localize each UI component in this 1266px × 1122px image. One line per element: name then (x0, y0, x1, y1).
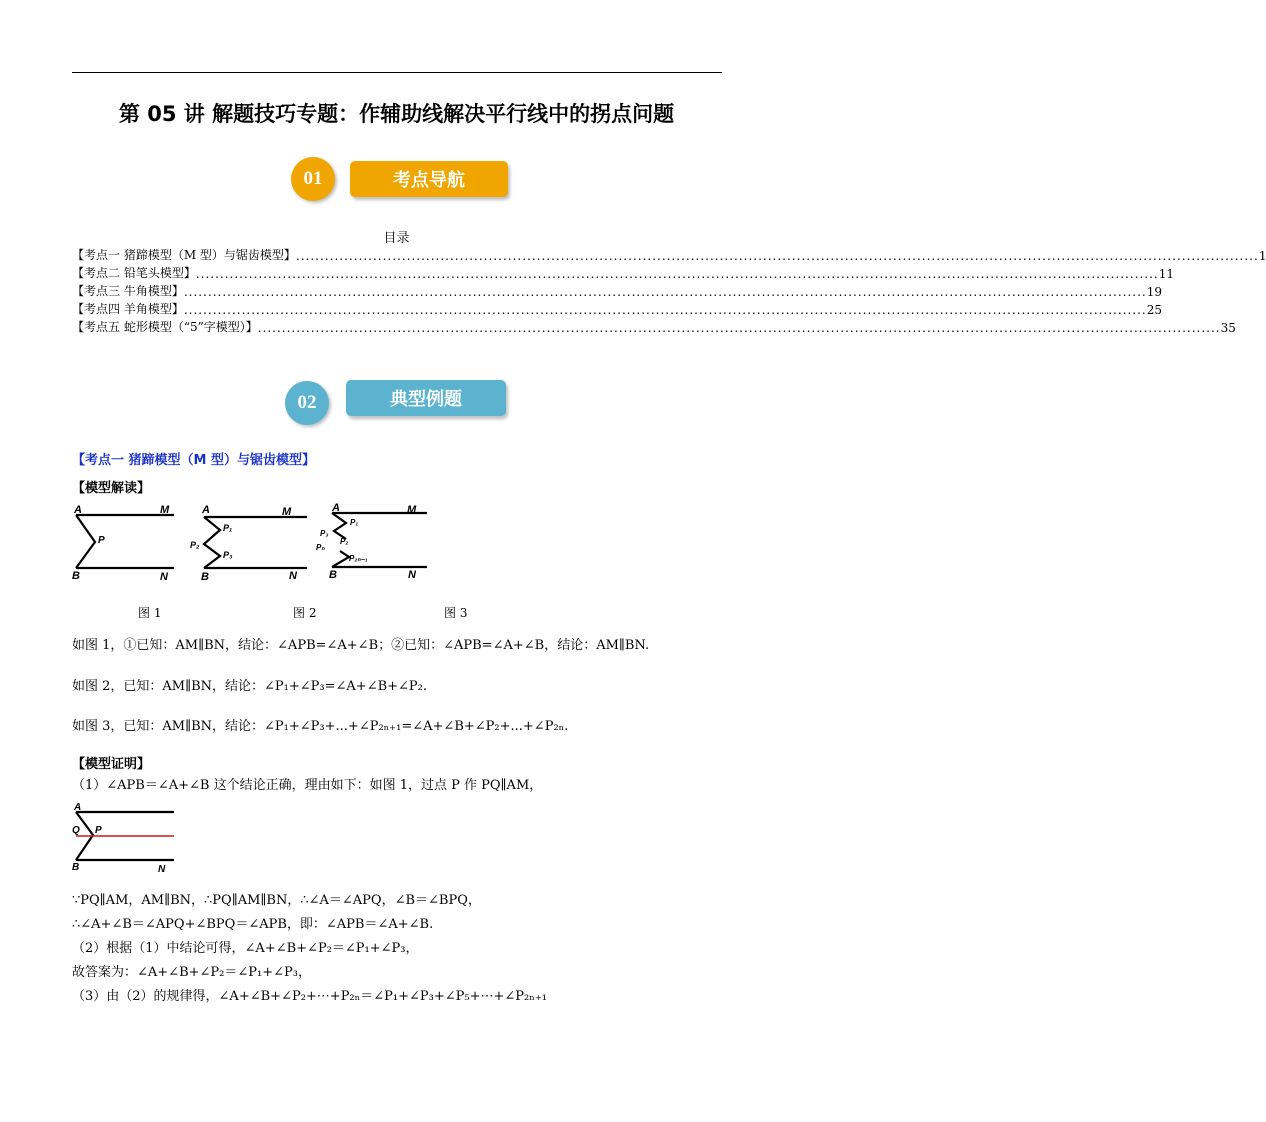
figure-2 (204, 517, 307, 568)
fig3-label-a: A (332, 502, 340, 514)
toc-leader: ........................................................................................................................................................................................................ (195, 267, 1159, 281)
toc-item-page: 19 (1146, 285, 1162, 299)
toc-leader: ........................................................................................................................................................................................................ (183, 285, 1147, 299)
toc-item-label: 【考点二 铅笔头模型】 (72, 266, 196, 280)
fig3-label-p2: P₂ (340, 537, 349, 546)
fig3-label-p2n-1: P₂ₙ₋₁ (349, 554, 368, 563)
fig3-label-b: B (329, 569, 337, 581)
toc-item-page: 1 (1258, 249, 1266, 263)
proof-line-2: ∴∠A+∠B＝∠APQ+∠BPQ＝∠APB，即：∠APB＝∠A+∠B. (72, 917, 434, 932)
fig3-label-n: N (408, 569, 416, 581)
figure-1 (76, 515, 174, 568)
fig3-label-m: M (407, 504, 417, 516)
badge-examples-number: 02 (285, 381, 329, 425)
fig2-caption: 图 2 (293, 606, 317, 620)
toc-item-label: 【考点四 羊角模型】 (72, 302, 184, 316)
proof-line-1: ∵PQ∥AM，AM∥BN，∴PQ∥AM∥BN，∴∠A＝∠APQ，∠B＝∠BPQ， (72, 893, 481, 908)
badge-nav-label: 考点导航 (393, 170, 465, 191)
fig1-label-m: M (160, 504, 170, 516)
fig2-label-a: A (202, 504, 210, 516)
badge-nav-number: 01 (291, 157, 335, 201)
badge-examples-bar (346, 380, 506, 416)
proof-label-a: A (74, 802, 82, 813)
toc-heading: 目录 (383, 231, 410, 246)
page-title: 第 05 讲 解题技巧专题：作辅助线解决平行线中的拐点问题 (118, 102, 675, 126)
fig2-label-b: B (201, 571, 209, 583)
toc-item-label: 【考点三 牛角模型】 (72, 284, 184, 298)
fig1-label-n: N (160, 571, 168, 583)
conclusion-fig3: 如图 3，已知：AM∥BN，结论：∠P₁+∠P₃+...+∠P₂ₙ₊₁=∠A+∠B+∠P₂+...+∠P₂ₙ. (72, 719, 569, 734)
fig1-caption: 图 1 (138, 606, 162, 620)
badge-nav-bar (350, 161, 508, 197)
fig3-caption: 图 3 (444, 606, 468, 620)
fig2-label-p2: P₂ (190, 540, 200, 550)
fig1-label-p: P (98, 535, 105, 546)
proof-line-3: （2）根据（1）中结论可得，∠A+∠B+∠P₂＝∠P₁+∠P₃， (72, 941, 419, 956)
fig2-label-m: M (282, 506, 292, 518)
toc-item-label: 【考点一 猪蹄模型（M 型）与锯齿模型】 (72, 248, 296, 262)
model-reading-heading: 【模型解读】 (72, 481, 151, 496)
conclusion-fig1: 如图 1，①已知：AM∥BN，结论：∠APB=∠A+∠B；②已知：∠APB=∠A+∠B，结论：AM∥BN. (72, 638, 650, 653)
toc-item[interactable] (72, 245, 1266, 263)
toc-item[interactable] (72, 281, 1162, 299)
conclusion-fig2: 如图 2，已知：AM∥BN，结论：∠P₁+∠P₃=∠A+∠B+∠P₂. (72, 679, 428, 694)
toc-item[interactable] (72, 263, 1174, 281)
proof-label-p: P (95, 825, 102, 836)
toc-item-label: 【考点五 蛇形模型（“5”字模型）】 (72, 320, 258, 334)
toc-leader: ........................................................................................................................................................................................................ (295, 249, 1259, 263)
fig2-label-n: N (289, 570, 297, 582)
toc-leader: ........................................................................................................................................................................................................ (183, 303, 1147, 317)
model-figures (70, 500, 450, 590)
table-of-contents (72, 245, 1266, 335)
proof-label-b: B (72, 862, 80, 873)
toc-item[interactable] (72, 317, 1236, 335)
badge-examples-label: 典型例题 (390, 389, 462, 410)
fig3-label-p3: P₃ (320, 529, 329, 538)
proof-intro: （1）∠APB＝∠A+∠B 这个结论正确，理由如下：如图 1，过点 P 作 PQ∥AM， (72, 778, 543, 793)
header-rule (72, 72, 722, 73)
section-heading: 【考点一 猪蹄模型（M 型）与锯齿模型】 (72, 453, 315, 468)
proof-label-n: N (158, 864, 166, 875)
fig2-label-p1: P₁ (223, 523, 233, 533)
fig1-label-b: B (72, 570, 80, 582)
fig3-label-p1: P₁ (350, 518, 359, 527)
toc-leader: ........................................................................................................................................................................................................ (257, 321, 1221, 335)
toc-item[interactable] (72, 299, 1162, 317)
proof-heading: 【模型证明】 (72, 757, 151, 772)
proof-figure (70, 800, 180, 878)
proof-line-5: （3）由（2）的规律得，∠A+∠B+∠P₂+⋯+P₂ₙ＝∠P₁+∠P₃+∠P₅+⋯+∠P₂ₙ₊₁ (72, 989, 547, 1004)
fig2-label-p3: P₃ (223, 550, 233, 560)
toc-item-page: 35 (1220, 321, 1236, 335)
proof-label-q: Q (72, 825, 80, 836)
fig3-label-pn: Pₙ (316, 543, 325, 552)
toc-item-page: 25 (1146, 303, 1162, 317)
fig1-label-a: A (74, 504, 82, 516)
proof-line-4: 故答案为：∠A+∠B+∠P₂＝∠P₁+∠P₃， (72, 965, 311, 980)
toc-item-page: 11 (1158, 267, 1174, 281)
